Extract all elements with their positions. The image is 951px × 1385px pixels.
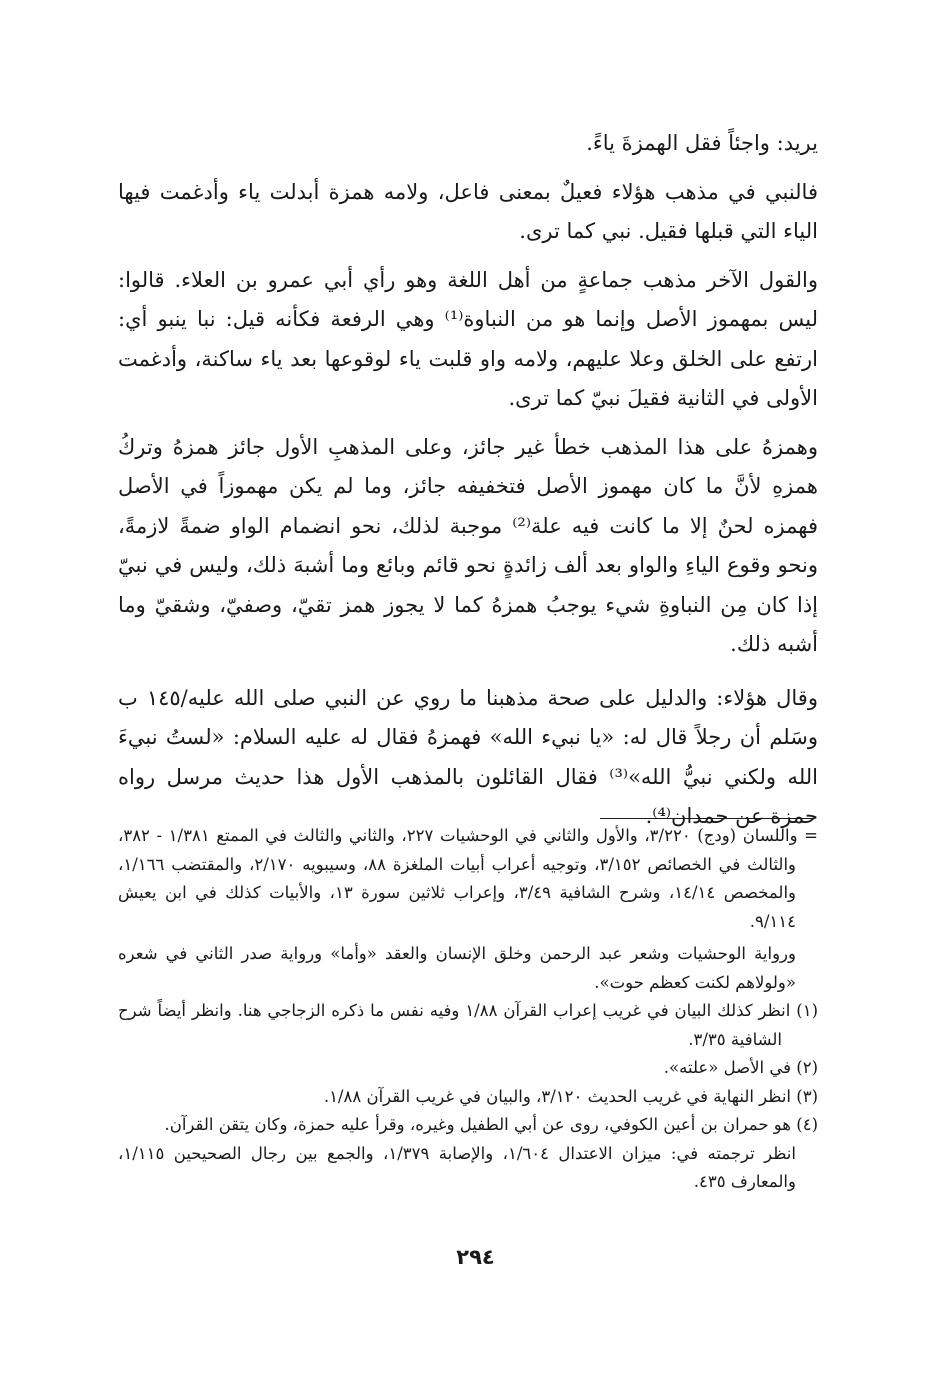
footnotes xyxy=(118,822,818,1197)
footnote-divider xyxy=(600,818,813,819)
footnote-continuation-note: ورواية الوحشيات وشعر عبد الرحمن وخلق الإنسان والعقد «وأما» ورواية صدر الثاني في شعره «ولولاهم لكنت كعظم حوت». xyxy=(118,944,796,992)
footnote-continuation: = واللسان (ودج) ٣/٢٢٠، والأول والثاني في الوحشيات ٢٢٧، والثاني والثالث في الممتع ١/٣٨١ - ٣٨٢، والثالث في الخصائص ٣/١٥٢، وتوجيه أعراب أبيات الملغزة ٨٨، وسيبويه ٢/١٧٠، والمقتضب ١/١٦٦، والمخصص ١٤/١٤، وشرح الشافية ٣/٤٩، وإعراب ثلاثين سورة ١٣، والأبيات كذلك في ابن يعيش ٩/١١٤. xyxy=(118,826,819,931)
paragraph-2: فالنبي في مذهب هؤلاء فعيلٌ بمعنى فاعل، ولامه همزة أبدلت ياء وأدغمت فيها الياء التي قبلها فقيل. نبي كما ترى. xyxy=(118,179,818,243)
paragraph-3: والقول الآخر مذهب جماعةٍ من أهل اللغة وهو رأي أبي عمرو بن العلاء. قالوا: ليس بمهموز الأصل وإنما هو من النباوة⁽¹⁾ وهي الرفعة فكأنه قيل: نبا ينبو أي: ارتفع على الخلق وعلا عليهم، ولامه واو قلبت ياء لوقوعها بعد ياء ساكنة، وأدغمت الأولى في الثانية فقيلَ نبيّ كما ترى. xyxy=(118,267,819,410)
paragraph-4: وهمزهُ على هذا المذهب خطأ غير جائز، وعلى المذهبِ الأول جائز همزهُ وتركُ همزهِ لأنَّ ما كان مهموز الأصل فتخفيفه جائز، وما لم يكن مهموزاً في الأصل فهمزه لحنٌ إلا ما كانت فيه علة⁽²⁾ موجبة لذلك، نحو انضمام الواو ضمةً لازمةً، ونحو وقوع الياءِ والواو بعد ألف زائدةٍ نحو قائم وبائع وما أشبهَ ذلك، وليس في نبيّ إذا كان مِن النباوةِ شيء يوجبُ همزهُ كما لا يجوز همز تقيّ، وصفيّ، وشقيّ وما أشبه ذلك. xyxy=(118,434,818,656)
footnote-4-references: انظر ترجمته في: ميزان الاعتدال ١/٦٠٤، والإصابة ١/٣٧٩، والجمع بين رجال الصحيحين ١/١١٥، والمعارف ٤٣٥. xyxy=(118,1143,796,1191)
page-number: ٢٩٤ xyxy=(456,1245,495,1269)
paragraph-5: وقال هؤلاء: والدليل على صحة مذهبنا ما روي عن النبي صلى الله عليه/١٤٥ ب وسَلم أن رجلاً قال له: «يا نبيء الله» فهمزهُ فقال له عليه السلام: «لستُ نبيءَ الله ولكني نبيُّ الله»⁽³⁾ فقال القائلون بالمذهب الأول هذا حديث مرسل رواه حمزة عن حمدان⁽⁴⁾. xyxy=(118,685,819,828)
footnote-4: (٤) هو حمران بن أعين الكوفي، روى عن أبي الطفيل وغيره، وقرأ عليه حمزة، وكان يتقن القرآن. xyxy=(164,1115,818,1134)
main-text xyxy=(118,124,818,837)
footnote-1: (١) انظر كذلك البيان في غريب إعراب القرآن ١/٨٨ وفيه نفس ما ذكره الزجاجي هنا. وانظر أيضاً شرح الشافية ٣/٣٥. xyxy=(118,1001,818,1049)
footnote-2: (٢) في الأصل «علته». xyxy=(663,1058,818,1077)
paragraph-1: يريد: واجئاً فقل الهمزةَ ياءً. xyxy=(586,131,818,155)
footnote-3: (٣) انظر النهاية في غريب الحديث ٣/١٢٠، والبيان في غريب القرآن ١/٨٨. xyxy=(323,1086,818,1106)
